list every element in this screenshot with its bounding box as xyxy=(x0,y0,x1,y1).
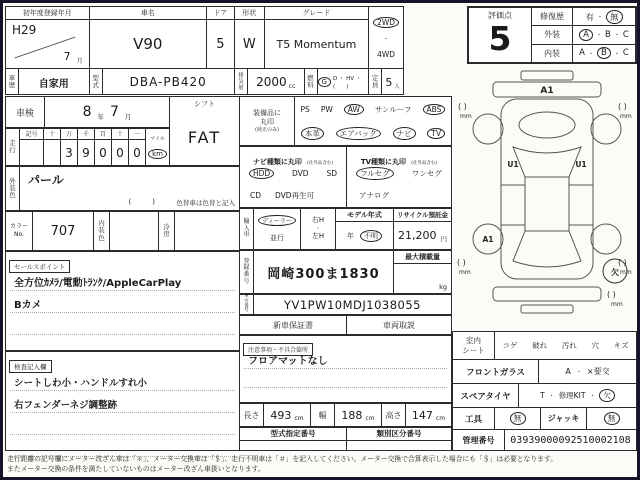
sales-point-line xyxy=(10,313,235,335)
interior-grade-c: C xyxy=(622,48,629,59)
seat-hole: 穴 xyxy=(591,341,600,350)
recycle-fee-cell xyxy=(394,209,451,249)
inspection-label: 車検 xyxy=(6,97,45,127)
doors-cell xyxy=(207,7,235,68)
shape-value: W xyxy=(242,36,256,52)
recycle-fee-label: リサイクル預託金 xyxy=(394,209,451,222)
car-damage-diagram xyxy=(455,69,637,325)
equip-ps: PS xyxy=(300,104,310,114)
mileage-digit: 9 xyxy=(78,140,95,165)
inspector-notes-label: 検査記入欄 xyxy=(9,360,52,373)
mm-label: mm xyxy=(611,301,623,308)
rear-plate xyxy=(521,305,573,313)
capacity-value: 5 人 xyxy=(385,75,400,90)
fuel-cell xyxy=(305,69,370,95)
cm-unit: cm xyxy=(365,415,375,422)
mileage-header: 百 xyxy=(95,129,112,140)
mileage-header-sign: 記号 xyxy=(20,129,44,140)
tv-type-sub: (社外品含む) xyxy=(411,161,438,166)
capacity-label: 定員 xyxy=(369,69,382,95)
right-handle: 右H xyxy=(311,216,325,225)
inspection-row xyxy=(5,96,170,128)
history-label: 車歴 xyxy=(6,69,19,95)
dimensions-row xyxy=(239,403,452,427)
payload-label: 最大積載量 xyxy=(394,251,451,264)
registration-row xyxy=(239,250,452,294)
nav-hdd-circled: HDD xyxy=(249,168,274,179)
mm-paren: ( ) xyxy=(458,102,467,111)
doors-value: 5 xyxy=(216,36,225,52)
equip-leather-circled: 本革 xyxy=(301,127,324,140)
first-registration-month: 7 xyxy=(63,50,71,63)
interior-grade-b-circled: B xyxy=(597,47,611,59)
drivetrain-dot: ・ xyxy=(383,36,390,43)
nav-dvd: DVD xyxy=(292,168,309,178)
dot: ・ xyxy=(315,225,321,232)
dot: ・ xyxy=(548,393,555,400)
repair-history-label: 修復歴 xyxy=(532,8,573,25)
import-dealer-cell xyxy=(254,209,301,249)
evaluation-score-cell xyxy=(469,8,532,62)
mileage-header: 十 xyxy=(44,129,61,140)
mileage-km-circled: km xyxy=(148,149,167,159)
equip-pw: PW xyxy=(320,104,333,114)
rear-right-wheel xyxy=(591,224,621,254)
inspection-month-unit: 月 xyxy=(124,112,132,121)
tv-analog: アナログ xyxy=(359,191,389,201)
height-value: 147 cm xyxy=(411,408,446,422)
condition-panel xyxy=(452,331,637,451)
body-color-row xyxy=(5,166,240,211)
tv-oneseg: ワンセグ xyxy=(411,168,442,178)
fuel-label: 燃料 xyxy=(305,69,318,95)
vehicle-summary-table xyxy=(5,6,404,95)
exterior-grade-c: C xyxy=(622,29,629,40)
car-name-cell xyxy=(90,7,207,68)
mileage-digit: 0 xyxy=(129,140,146,165)
mm-paren: ( ) xyxy=(457,258,466,267)
chassis-number: YV1PW10MDJ1038055 xyxy=(283,297,422,312)
mileage-digit: 3 xyxy=(61,140,78,165)
evaluation-score-value: 5 xyxy=(488,19,512,58)
spare-t: T xyxy=(540,391,545,400)
model-code-cell xyxy=(90,69,235,95)
mm-label: mm xyxy=(620,113,632,120)
import-row xyxy=(239,208,452,250)
width-value: 188 cm xyxy=(335,404,382,426)
nav-dvd-play: DVD再生可 xyxy=(275,191,315,201)
roof xyxy=(525,177,569,231)
sales-points-label: セールスポイント xyxy=(9,260,70,273)
inspector-note-line: シートしわ小・ハンドルすれ小 xyxy=(10,369,235,391)
interior-grade-a: A xyxy=(579,48,585,59)
history-value: 自家用 xyxy=(38,78,69,90)
model-code-value: DBA-PB420 xyxy=(129,75,207,89)
inspector-notes-block xyxy=(5,351,240,451)
seat-stain: 汚れ xyxy=(561,341,577,350)
import-label: 輸入車 xyxy=(240,209,254,249)
equip-abs-circled: ABS xyxy=(423,104,446,115)
dot: ・ xyxy=(596,14,603,22)
length-label: 長さ xyxy=(240,404,264,426)
grade-label: グレード xyxy=(265,7,368,20)
left-handle: 左H xyxy=(311,232,325,241)
mm-paren: ( ) xyxy=(618,102,627,111)
height-label: 高さ xyxy=(382,404,406,426)
interior-color-value xyxy=(110,212,159,250)
drivetrain-4wd: 4WD xyxy=(377,49,396,59)
spare-tire-label: スペアタイヤ xyxy=(453,384,519,407)
model-year-unit: 年 xyxy=(347,231,354,240)
mm-paren: ( ) xyxy=(618,258,627,267)
equipment-block xyxy=(239,96,452,146)
type-numbers-block xyxy=(239,427,452,451)
doors-label: ドア xyxy=(207,7,234,20)
mileage-header: 十 xyxy=(112,129,129,140)
seat-condition-label: 室内 シート xyxy=(453,332,495,359)
notes-label: 注意事項・不具合箇所 xyxy=(243,343,313,356)
color-change-note: 色替車は色替と記入 xyxy=(176,199,235,207)
mileage-mile-label: マイル xyxy=(150,136,165,143)
width-label: 幅 xyxy=(311,404,335,426)
model-code-label: 型式 xyxy=(90,69,103,95)
spare-tire-row xyxy=(453,384,636,408)
footer-line: またメーター交換の条件を満たしていないものはメーター改ざん車扱いとなります。 xyxy=(7,464,265,473)
classification-label: 類別区分番号 xyxy=(376,429,422,438)
nav-tv-type-block xyxy=(239,146,452,208)
payload-unit: kg xyxy=(439,283,447,291)
ac-value xyxy=(175,212,239,250)
inspector-note-line: 右フェンダーネジ調整跡 xyxy=(10,391,235,413)
dot: ・ xyxy=(575,369,582,376)
exterior-grade-b: B xyxy=(605,29,611,40)
first-registration-cell xyxy=(6,7,90,68)
equipment-label: 装備品に 丸印 (純正のみ) xyxy=(240,97,295,145)
front-plate xyxy=(521,71,573,80)
grade-value: T5 Momentum xyxy=(276,37,357,51)
nav-cd: CD xyxy=(250,191,262,201)
type-designation-value xyxy=(240,441,347,450)
spare-missing-circled: 欠 xyxy=(599,389,615,402)
mm-label: mm xyxy=(459,269,471,276)
interior-grade-label: 内装 xyxy=(532,45,573,62)
mileage-digit: 0 xyxy=(95,140,112,165)
interior-color-label: 内装色 xyxy=(94,212,110,250)
rear-wheel-mark: A1 xyxy=(482,235,494,244)
registration-number: 岡崎300ま1830 xyxy=(254,251,394,293)
mileage-header: 一 xyxy=(129,129,146,140)
rear-bumper xyxy=(493,287,601,301)
equip-tv-circled: TV xyxy=(427,128,445,139)
drivetrain-2wd-circled: 2WD xyxy=(373,17,399,28)
displacement-unit: cc xyxy=(288,82,296,90)
sales-point-line: 全方位ｶﾒﾗ/電動ﾄﾗﾝｸ/AppleCarPlay xyxy=(10,269,235,291)
grade-cell xyxy=(265,7,369,68)
dot: ・ xyxy=(589,393,596,400)
nav-type-sub: (社外品含む) xyxy=(307,161,334,166)
displacement-cell xyxy=(235,69,305,95)
shift-cell xyxy=(169,96,240,166)
management-number-label: 管理番号 xyxy=(453,430,505,450)
inspector-note-line xyxy=(10,435,235,457)
footer-notes xyxy=(7,455,635,474)
windshield-a: A xyxy=(565,367,571,376)
shape-label: 形状 xyxy=(235,7,264,20)
body-color-label: 外装色 xyxy=(6,167,20,210)
note-line: フロアマットなし xyxy=(244,350,447,369)
seat-scratch: キズ xyxy=(613,341,629,350)
jack-value: 無 xyxy=(587,408,636,429)
history-cell xyxy=(6,69,90,95)
cm-unit: cm xyxy=(294,415,304,422)
sales-point-line: Bカメ xyxy=(10,291,235,313)
type-designation-label: 型式指定番号 xyxy=(240,428,347,440)
cm-unit: cm xyxy=(435,415,446,422)
tv-type-cell xyxy=(347,147,451,207)
capacity-unit: 人 xyxy=(394,83,400,90)
front-right-wheel xyxy=(591,114,621,144)
mm-paren: ( ) xyxy=(607,290,616,299)
seat-tear: 破れ xyxy=(532,341,548,350)
repair-history-row xyxy=(532,8,635,26)
capacity-cell xyxy=(369,69,403,95)
right-door-mark: U1 xyxy=(575,160,587,169)
inspection-month: 7 xyxy=(110,104,119,120)
car-name-value: V90 xyxy=(133,35,163,53)
dot: ・ xyxy=(596,32,603,40)
drivetrain-cell xyxy=(369,7,403,68)
front-bumper-mark: A1 xyxy=(540,86,554,96)
warranty-booklet-label: 新車保証書 xyxy=(240,316,347,334)
repair-yes: 有 xyxy=(585,12,594,23)
mm-label: mm xyxy=(620,269,632,276)
fuel-value xyxy=(318,69,369,95)
mm-label: mm xyxy=(460,113,472,120)
front-left-wheel xyxy=(473,114,503,144)
rear-window xyxy=(513,231,581,267)
equip-aw-circled: AW xyxy=(344,104,364,115)
dot: ・ xyxy=(613,50,620,58)
note-line xyxy=(244,369,447,388)
inspection-year-unit: 年 xyxy=(97,112,104,121)
color-change-paren: ( ) xyxy=(128,198,155,206)
management-number-value: 03939000092510002108 xyxy=(510,434,631,446)
windshield-row xyxy=(453,360,636,384)
mileage-digit xyxy=(20,140,44,165)
seat-condition-row xyxy=(453,332,636,360)
management-number-row xyxy=(453,430,636,450)
tv-fullseg-circled: フルセグ xyxy=(356,167,394,180)
color-number-value: 707 xyxy=(33,212,94,250)
mileage-digit xyxy=(44,140,61,165)
mileage-header: 千 xyxy=(78,129,95,140)
mileage-digit: 0 xyxy=(112,140,129,165)
month-unit: 月 xyxy=(76,58,83,65)
dot: ・ xyxy=(588,50,595,58)
registration-label: 登録番号 xyxy=(240,251,254,293)
owner-manual-label: 車両取説 xyxy=(383,320,415,330)
equip-sunroof: サンルーフ xyxy=(374,104,412,114)
color-number-label: カラー No. xyxy=(6,212,33,250)
fuel-options: D ・ HV ・ ( ) xyxy=(332,76,362,90)
exterior-grade-row xyxy=(532,26,635,44)
evaluation-box xyxy=(467,6,637,64)
windshield-label: フロントガラス xyxy=(453,360,539,383)
interior-grade-row xyxy=(532,45,635,62)
inspection-year: 8 xyxy=(82,104,92,120)
displacement-label: 排気量 xyxy=(235,69,248,95)
fuel-gasoline-circled: G xyxy=(318,77,331,87)
dot: ・ xyxy=(613,32,620,40)
spare-missing-mark: 欠 xyxy=(611,268,619,277)
nav-type-cell xyxy=(240,147,347,207)
yen-unit: 円 xyxy=(440,235,447,243)
dealer-circled: ディーラー xyxy=(258,215,296,226)
shift-value: FAT xyxy=(187,127,222,147)
mileage-header: 万 xyxy=(61,129,78,140)
exterior-grade-label: 外装 xyxy=(532,26,573,43)
model-year-unknown-circled: 不明 xyxy=(360,230,382,242)
left-door-mark: U1 xyxy=(507,160,519,169)
classification-value xyxy=(347,441,451,450)
sheet-paper xyxy=(3,3,637,477)
seat-burn: コゲ xyxy=(502,341,518,350)
ac-label: 冷房 xyxy=(159,212,175,250)
windshield-replace: ×要交 xyxy=(586,367,610,376)
displacement-value: 2000 cc xyxy=(256,75,296,90)
exterior-grade-a-circled: A xyxy=(579,29,593,41)
repair-no-circled: 無 xyxy=(606,10,623,24)
tools-value: 無 xyxy=(495,408,541,429)
windshield xyxy=(513,147,581,177)
mileage-row xyxy=(5,128,170,166)
chassis-row xyxy=(239,294,452,315)
tv-type-label: TV種類に丸印 xyxy=(360,158,407,166)
chassis-label: 車台番号 xyxy=(240,295,254,314)
recycle-fee-value: 21,200 xyxy=(398,229,437,242)
footer-line: 走行距離の記号欄にメーター改ざん車は「＊」、メーター交換車は「＄」、走行不明車は「＃」を記入してください。メーター交換で合算表示した場合にも「＄」は必要となります。 xyxy=(7,455,557,463)
sales-points-block xyxy=(5,251,240,351)
notes-block xyxy=(239,335,452,403)
model-year-cell xyxy=(336,209,394,249)
handle-side-cell xyxy=(301,209,336,249)
shift-label: シフト xyxy=(194,100,215,108)
equip-airbag-circled: エアバック xyxy=(336,127,381,140)
evaluation-score-label: 評価点 xyxy=(488,11,512,20)
color-number-row xyxy=(5,211,240,251)
body-color-value: パール xyxy=(28,173,64,187)
nav-sd: SD xyxy=(326,168,338,178)
model-year-label: モデル年式 xyxy=(336,209,393,222)
shape-cell xyxy=(235,7,265,68)
spare-repair-kit: 修理KIT xyxy=(558,391,586,400)
length-value: 493 cm xyxy=(264,404,311,426)
parallel-import: 並行 xyxy=(270,233,284,242)
equip-navi-circled: ナビ xyxy=(393,127,416,140)
tools-label: 工具 xyxy=(453,408,495,429)
documents-row xyxy=(239,315,452,335)
first-registration-label: 初年度登録年月 xyxy=(6,7,89,20)
engine-area xyxy=(519,112,575,138)
nav-type-label: ナビ種類に丸印 xyxy=(252,158,302,166)
payload-cell xyxy=(394,251,451,293)
car-body-outline xyxy=(501,99,593,279)
jack-label: ジャッキ xyxy=(541,408,587,429)
inspector-note-line xyxy=(10,413,235,435)
tools-jack-row xyxy=(453,408,636,430)
car-name-label: 車名 xyxy=(90,7,206,20)
first-registration-era: H29 xyxy=(12,23,37,37)
mileage-label: 走行 xyxy=(6,129,20,165)
